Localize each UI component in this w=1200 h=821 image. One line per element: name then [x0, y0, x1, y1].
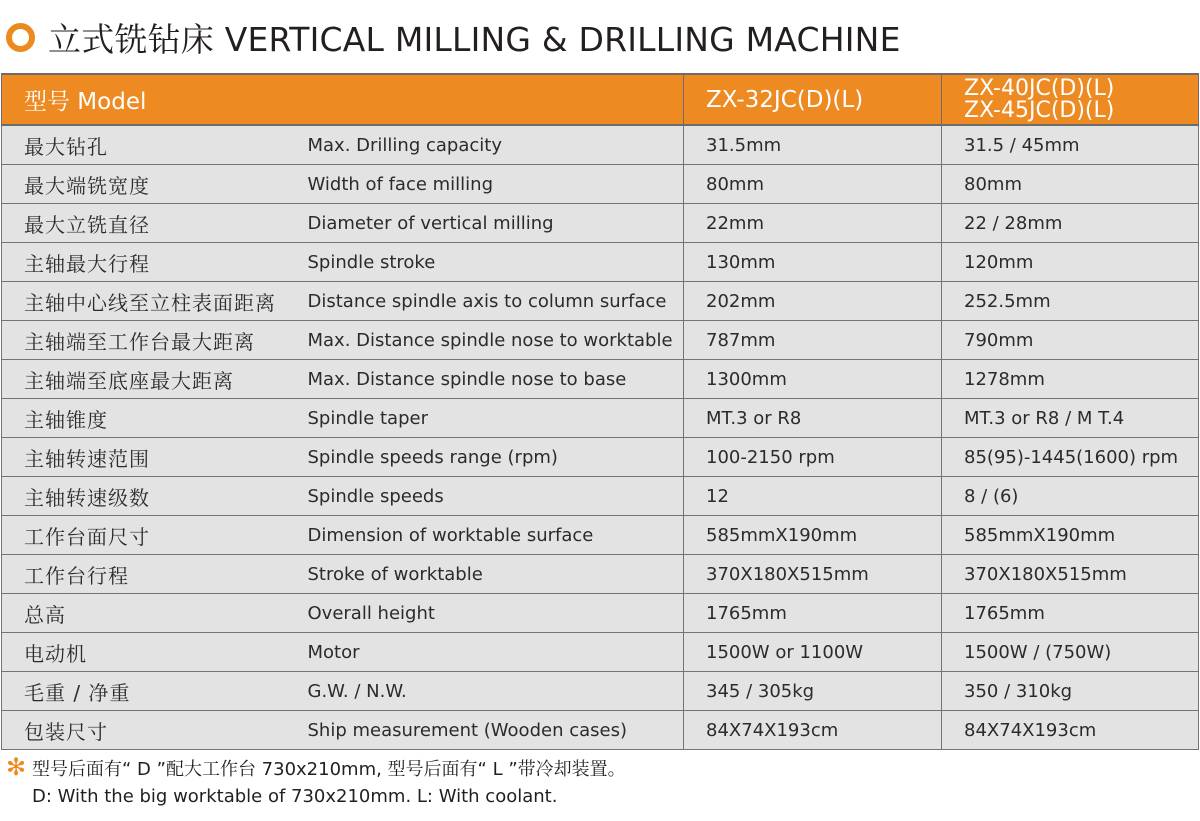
table-header-row — [2, 74, 1199, 125]
value-model-b: 1765mm — [942, 594, 1199, 633]
value-model-b: 85(95)-1445(1600) rpm — [942, 438, 1199, 477]
table-row — [2, 282, 1199, 321]
table-row — [2, 477, 1199, 516]
spec-name-en: Distance spindle axis to column surface — [297, 282, 684, 321]
spec-name-en: Spindle speeds range (rpm) — [297, 438, 684, 477]
value-model-b: 1500W / (750W) — [942, 633, 1199, 672]
spec-name-en: G.W. / N.W. — [297, 672, 684, 711]
spec-name-zh: 主轴最大行程 — [2, 243, 297, 282]
spec-name-en: Spindle stroke — [297, 243, 684, 282]
value-model-b: 120mm — [942, 243, 1199, 282]
table-row — [2, 555, 1199, 594]
value-model-b: 252.5mm — [942, 282, 1199, 321]
value-model-b: 22 / 28mm — [942, 204, 1199, 243]
spec-name-en: Dimension of worktable surface — [297, 516, 684, 555]
table-row — [2, 165, 1199, 204]
value-model-a: 787mm — [684, 321, 942, 360]
value-model-b: 84X74X193cm — [942, 711, 1199, 750]
value-model-a: 370X180X515mm — [684, 555, 942, 594]
table-row — [2, 360, 1199, 399]
spec-name-zh: 最大钻孔 — [2, 125, 297, 165]
table-row — [2, 711, 1199, 750]
value-model-b: 370X180X515mm — [942, 555, 1199, 594]
spec-name-zh: 主轴中心线至立柱表面距离 — [2, 282, 297, 321]
spec-name-en: Ship measurement (Wooden cases) — [297, 711, 684, 750]
footnote-en: D: With the big worktable of 730x210mm. L: With coolant. — [32, 786, 558, 807]
spec-table-body — [2, 125, 1199, 750]
model-a-header: ZX-32JC(D)(L) — [684, 74, 942, 125]
spec-name-zh: 工作台行程 — [2, 555, 297, 594]
table-row — [2, 633, 1199, 672]
spec-name-en: Overall height — [297, 594, 684, 633]
value-model-a: 585mmX190mm — [684, 516, 942, 555]
value-model-a: MT.3 or R8 — [684, 399, 942, 438]
spec-name-zh: 主轴转速级数 — [2, 477, 297, 516]
table-row — [2, 672, 1199, 711]
value-model-b: 585mmX190mm — [942, 516, 1199, 555]
value-model-a: 22mm — [684, 204, 942, 243]
value-model-a: 1500W or 1100W — [684, 633, 942, 672]
value-model-a: 100-2150 rpm — [684, 438, 942, 477]
spec-name-en: Spindle taper — [297, 399, 684, 438]
footnote-zh: 型号后面有“ D ”配大工作台 730x210mm, 型号后面有“ L ”带冷却装置。 — [32, 759, 626, 780]
value-model-a: 1300mm — [684, 360, 942, 399]
page-header — [0, 12, 901, 62]
spec-name-en: Max. Distance spindle nose to base — [297, 360, 684, 399]
spec-name-zh: 主轴端至底座最大距离 — [2, 360, 297, 399]
value-model-b: 80mm — [942, 165, 1199, 204]
value-model-b: 790mm — [942, 321, 1199, 360]
model-b-header — [942, 74, 1199, 125]
footnote — [6, 753, 626, 810]
spec-name-en: Diameter of vertical milling — [297, 204, 684, 243]
value-model-a: 80mm — [684, 165, 942, 204]
table-row — [2, 243, 1199, 282]
spec-name-zh: 最大端铣宽度 — [2, 165, 297, 204]
spec-name-zh: 主轴端至工作台最大距离 — [2, 321, 297, 360]
value-model-b: 8 / (6) — [942, 477, 1199, 516]
spec-name-zh: 工作台面尺寸 — [2, 516, 297, 555]
table-row — [2, 516, 1199, 555]
table-row — [2, 321, 1199, 360]
spec-name-en: Max. Distance spindle nose to worktable — [297, 321, 684, 360]
spec-name-en: Max. Drilling capacity — [297, 125, 684, 165]
value-model-b: 1278mm — [942, 360, 1199, 399]
value-model-a: 84X74X193cm — [684, 711, 942, 750]
spec-name-en: Spindle speeds — [297, 477, 684, 516]
page-title: 立式铣钻床 VERTICAL MILLING & DRILLING MACHINE — [48, 19, 901, 59]
spec-name-zh: 主轴锥度 — [2, 399, 297, 438]
value-model-a: 12 — [684, 477, 942, 516]
spec-name-en: Width of face milling — [297, 165, 684, 204]
value-model-a: 345 / 305kg — [684, 672, 942, 711]
spec-name-zh: 主轴转速范围 — [2, 438, 297, 477]
value-model-b: MT.3 or R8 / M T.4 — [942, 399, 1199, 438]
model-b-line1: ZX-40JC(D)(L) — [964, 75, 1115, 101]
spec-name-zh: 总高 — [2, 594, 297, 633]
spec-name-en: Motor — [297, 633, 684, 672]
spec-name-zh: 最大立铣直径 — [2, 204, 297, 243]
value-model-a: 202mm — [684, 282, 942, 321]
table-row — [2, 399, 1199, 438]
table-row — [2, 438, 1199, 477]
value-model-a: 130mm — [684, 243, 942, 282]
spec-name-zh: 电动机 — [2, 633, 297, 672]
value-model-b: 350 / 310kg — [942, 672, 1199, 711]
asterisk-icon: ✻ — [6, 753, 27, 781]
spec-name-zh: 包装尺寸 — [2, 711, 297, 750]
spec-name-zh: 毛重 / 净重 — [2, 672, 297, 711]
table-row — [2, 125, 1199, 165]
value-model-b: 31.5 / 45mm — [942, 125, 1199, 165]
circle-bullet-icon — [6, 23, 35, 52]
spec-table — [1, 73, 1199, 750]
model-b-line2: ZX-45JC(D)(L) — [964, 97, 1115, 123]
table-row — [2, 594, 1199, 633]
table-row — [2, 204, 1199, 243]
value-model-a: 1765mm — [684, 594, 942, 633]
value-model-a: 31.5mm — [684, 125, 942, 165]
model-label: 型号 Model — [2, 74, 684, 125]
spec-name-en: Stroke of worktable — [297, 555, 684, 594]
